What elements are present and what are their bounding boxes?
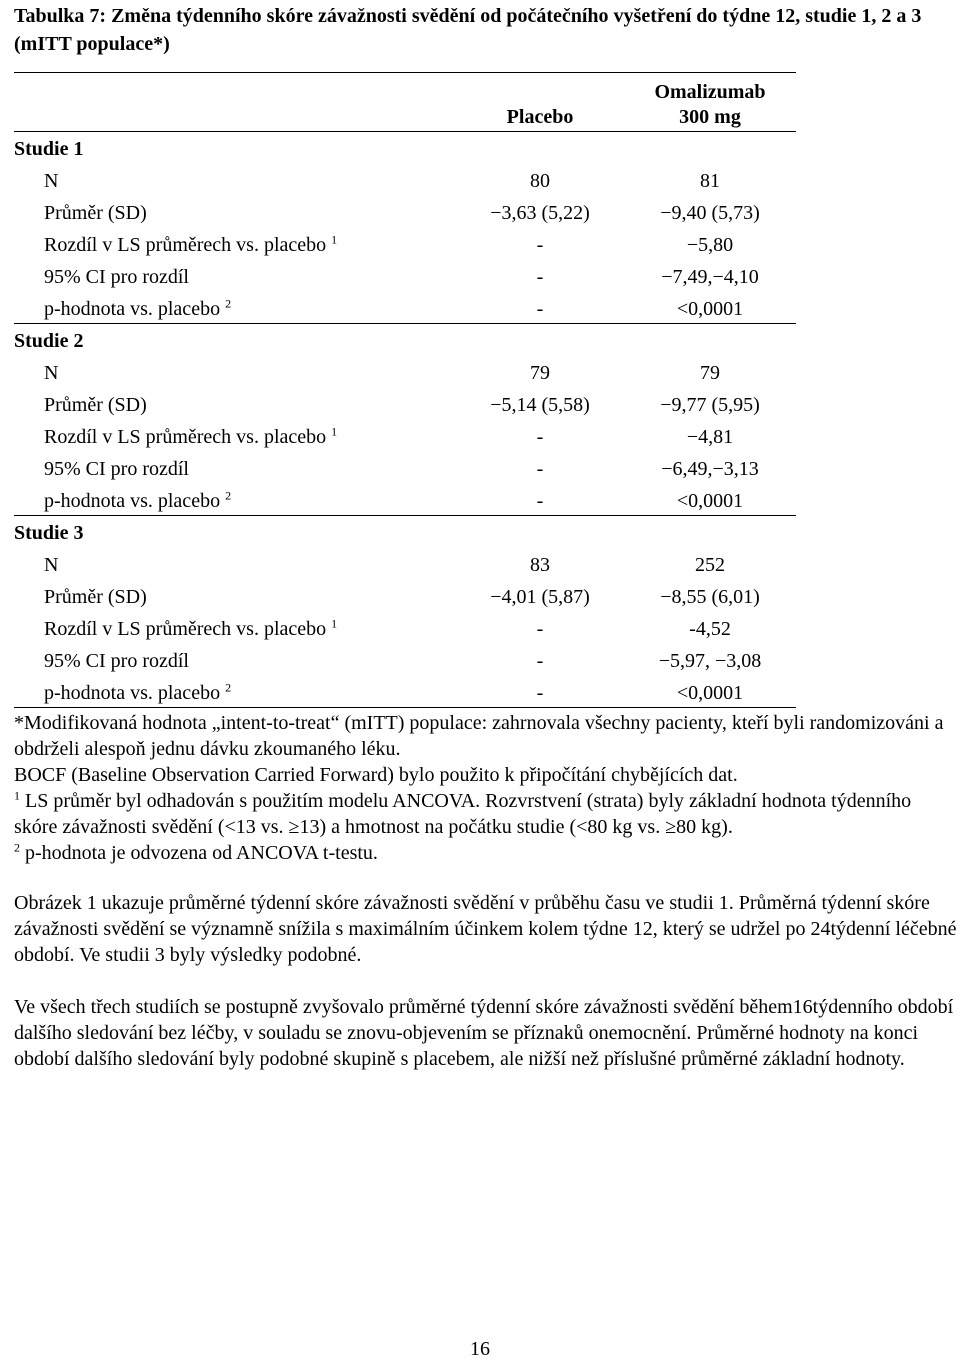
header-placebo: Placebo — [506, 106, 574, 128]
row-label-text: 95% CI pro rozdíl — [44, 266, 189, 288]
header-omalizumab — [630, 80, 790, 130]
footnote-2-text: p-hodnota je odvozena od ANCOVA t-testu. — [20, 842, 378, 864]
placebo-value: −5,14 (5,58) — [490, 394, 590, 416]
row-label-text: 95% CI pro rozdíl — [44, 650, 189, 672]
placebo-value: - — [536, 234, 544, 256]
omalizumab-value: −9,40 (5,73) — [660, 202, 760, 224]
placebo-value: −3,63 (5,22) — [490, 202, 590, 224]
omalizumab-value: −5,97, −3,08 — [658, 650, 762, 672]
study-heading: Studie 1 — [14, 138, 84, 160]
row-label-text: N — [44, 170, 59, 192]
row-label — [44, 553, 58, 577]
row-label — [44, 265, 189, 289]
row-label — [44, 649, 189, 673]
placebo-value: 79 — [530, 362, 550, 384]
row-label-superscript: 2 — [225, 296, 232, 311]
placebo-value: - — [536, 298, 544, 320]
study-bottom-rule — [14, 515, 796, 516]
footnote-2-mark: 2 — [14, 840, 20, 855]
placebo-value: - — [536, 458, 544, 480]
row-label-text: p-hodnota vs. placebo — [44, 490, 221, 512]
study-bottom-rule — [14, 323, 796, 324]
row-label — [44, 297, 231, 321]
omalizumab-value: −4,81 — [686, 426, 734, 448]
omalizumab-value: 79 — [700, 362, 720, 384]
footnote-1-mark: 1 — [14, 788, 20, 803]
placebo-value: 80 — [530, 170, 550, 192]
row-label-text: p-hodnota vs. placebo — [44, 682, 221, 704]
row-label-superscript: 1 — [331, 232, 338, 247]
row-label-text: Rozdíl v LS průměrech vs. placebo — [44, 618, 327, 640]
row-label — [44, 393, 147, 417]
omalizumab-value: −8,55 (6,01) — [660, 586, 760, 608]
footnote-2 — [14, 840, 949, 866]
footnote-mitt: *Modifikovaná hodnota „intent-to-treat“ (mITT) populace: zahrnovala všechny pacienty, kteří byli randomizováni a obdrželi alespoň jednu dávku zkoumaného léku. — [14, 712, 944, 760]
footnote-1 — [14, 788, 949, 840]
placebo-value: - — [536, 490, 544, 512]
placebo-value: - — [536, 426, 544, 448]
header-omalizumab-line1: Omalizumab — [654, 81, 766, 103]
study-heading: Studie 2 — [14, 330, 84, 352]
row-label-text: Rozdíl v LS průměrech vs. placebo — [44, 234, 327, 256]
placebo-value: - — [536, 618, 544, 640]
omalizumab-value: <0,0001 — [676, 682, 744, 704]
study-heading: Studie 3 — [14, 522, 84, 544]
placebo-value: - — [536, 682, 544, 704]
omalizumab-value: 252 — [695, 554, 725, 576]
omalizumab-value: −5,80 — [686, 234, 734, 256]
table-top-rule — [14, 72, 796, 73]
row-label — [44, 425, 337, 449]
row-label — [44, 681, 231, 705]
row-label-text: Průměr (SD) — [44, 394, 147, 416]
row-label-superscript: 1 — [331, 616, 338, 631]
omalizumab-value: <0,0001 — [676, 490, 744, 512]
row-label-superscript: 2 — [225, 680, 232, 695]
placebo-value: - — [536, 266, 544, 288]
row-label-text: Průměr (SD) — [44, 586, 147, 608]
header-omalizumab-line2: 300 mg — [679, 106, 741, 128]
row-label-text: Rozdíl v LS průměrech vs. placebo — [44, 426, 327, 448]
row-label-text: 95% CI pro rozdíl — [44, 458, 189, 480]
placebo-value: −4,01 (5,87) — [490, 586, 590, 608]
row-label — [44, 201, 147, 225]
footnote-bocf: BOCF (Baseline Observation Carried Forward) bylo použito k připočítání chybějících dat. — [14, 764, 738, 786]
omalizumab-value: −6,49,−3,13 — [661, 458, 759, 480]
header-rule — [14, 131, 796, 132]
row-label — [44, 233, 337, 257]
row-label — [44, 585, 147, 609]
row-label-text: N — [44, 362, 59, 384]
row-label-superscript: 2 — [225, 488, 232, 503]
placebo-value: 83 — [530, 554, 550, 576]
row-label-superscript: 1 — [331, 424, 338, 439]
omalizumab-value: <0,0001 — [676, 298, 744, 320]
row-label-text: N — [44, 554, 59, 576]
omalizumab-value: −9,77 (5,95) — [660, 394, 760, 416]
row-label-text: Průměr (SD) — [44, 202, 147, 224]
omalizumab-value: -4,52 — [689, 618, 731, 640]
row-label — [44, 361, 58, 385]
paragraph-1: Obrázek 1 ukazuje průměrné týdenní skóre závažnosti svědění v průběhu času ve studii 1. Průměrná týdenní skóre závažnosti svědění se významně snížila s maximálním účinkem kolem týdne 12, který se udržel po 24týdenní léčebné období. Ve studii 3 byly výsledky podobné. — [14, 892, 957, 966]
page-number: 16 — [470, 1338, 490, 1360]
paragraph-2: Ve všech třech studiích se postupně zvyšovalo průměrné týdenní skóre závažnosti svědění během16týdenního období dalšího sledování bez léčby, v souladu se znovu-objevením se příznaků onemocnění. Průměrné hodnoty na konci období dalšího sledování byly podobné skupině s placebem, ale nižší než příslušné průměrné základní hodnoty. — [14, 996, 954, 1070]
study-bottom-rule — [14, 707, 796, 708]
omalizumab-value: 81 — [700, 170, 720, 192]
row-label-text: p-hodnota vs. placebo — [44, 298, 221, 320]
row-label — [44, 489, 231, 513]
row-label — [44, 457, 189, 481]
placebo-value: - — [536, 650, 544, 672]
omalizumab-value: −7,49,−4,10 — [661, 266, 759, 288]
table-title: Tabulka 7: Změna týdenního skóre závažnosti svědění od počátečního vyšetření do týdne 12, studie 1, 2 a 3 (mITT populace*) — [14, 5, 922, 55]
row-label — [44, 617, 337, 641]
row-label — [44, 169, 58, 193]
footnote-1-text: LS průměr byl odhadován s použitím modelu ANCOVA. Rozvrstvení (strata) byly základní hodnota týdenního skóre závažnosti svědění (<13 vs. ≥13) a hmotnost na počátku studie (<80 kg vs. ≥80 kg). — [14, 790, 912, 838]
